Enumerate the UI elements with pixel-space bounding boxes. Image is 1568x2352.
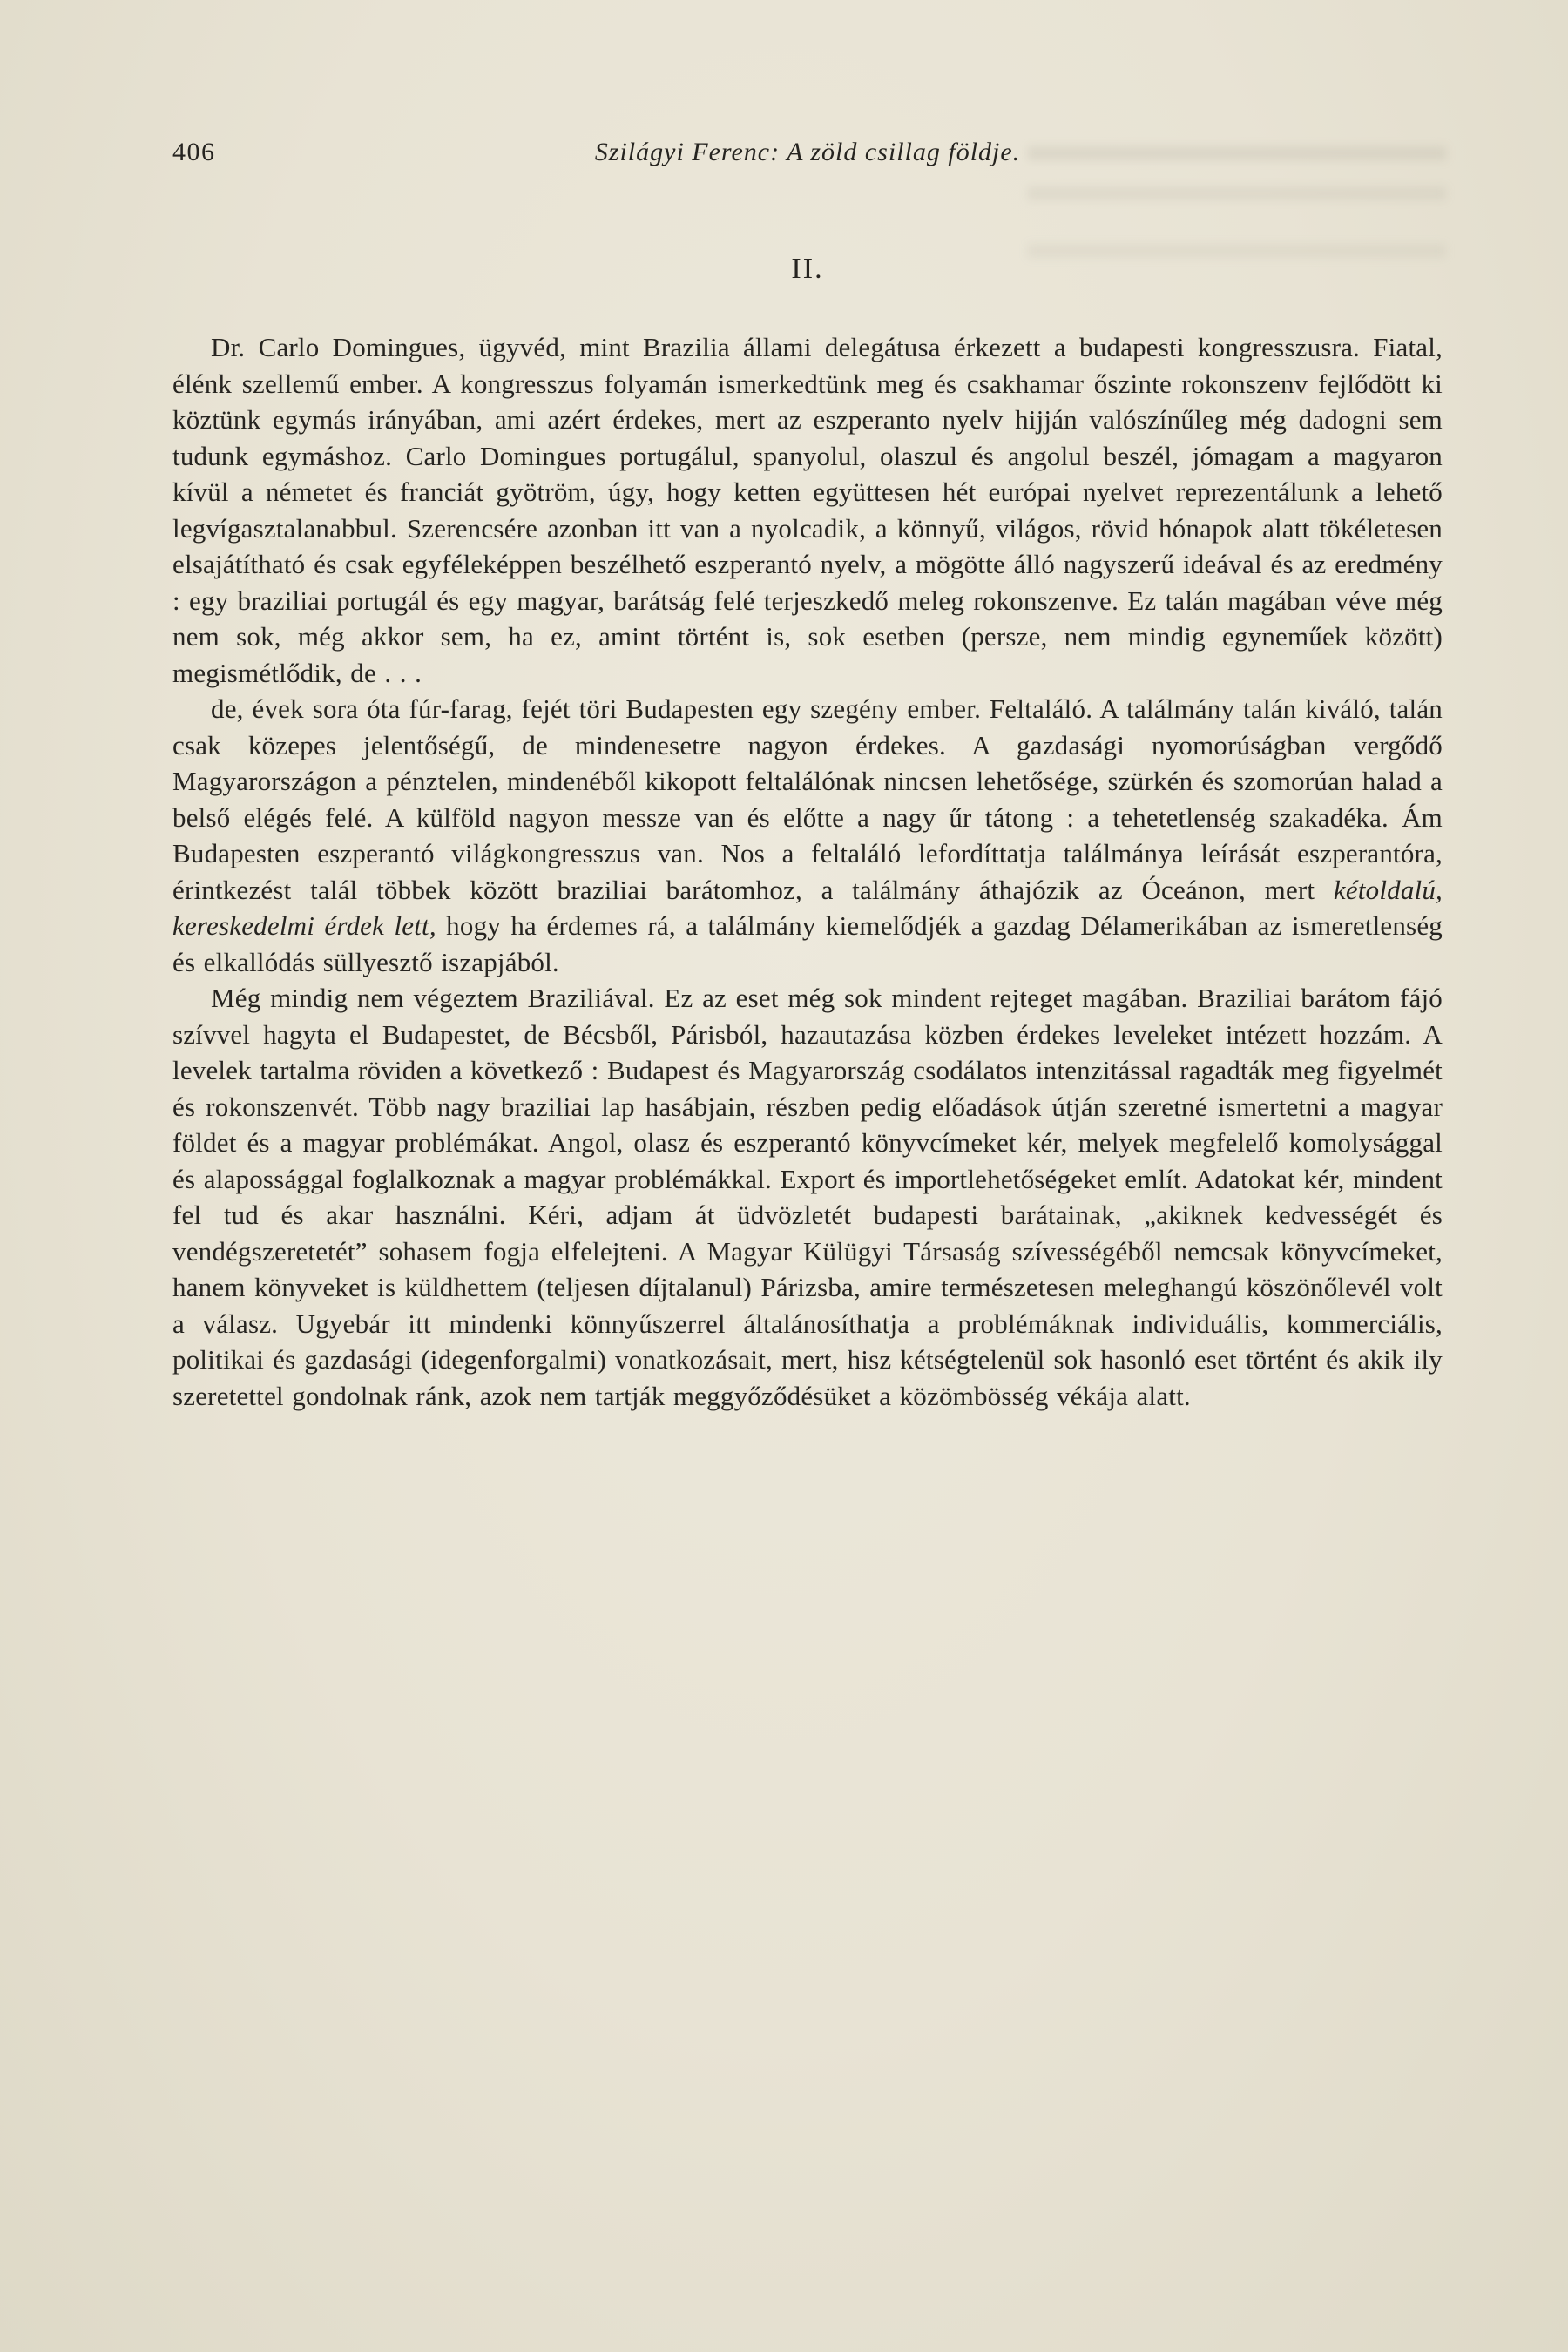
book-page [172,0,1443,1414]
paragraph-2-text: de, évek sora óta fúr-farag, fejét töri Budapesten egy szegény ember. Feltaláló. A találmány talán kiváló, talán csak közepes jelentőségű, de mindenesetre nagyon érdekes. A gazdasági nyomorúságban vergődő Magyarországon a pénztelen, mindenéből kikopott feltalálónak nincsen lehetősége, szürkén és szomorúan halad a belső elégés felé. A külföld nagyon messze van és előtte a nagy űr tátong : a tehetetlenség szakadéka. Ám Budapesten eszperantó világkongresszus van. Nos a feltaláló lefordíttatja találmánya leírását eszperantóra, érintkezést talál többek között braziliai barátomhoz, a találmány áthajózik az Óceánon, mert [172,693,1443,905]
paragraph-2-continued: hogy ha érdemes rá, a találmány kiemelődjék a gazdag Délamerikában az ismeretlenség és elkallódás süllyesztő iszapjából. [172,910,1443,977]
paragraph-2-italic-phrase: kétoldalú, kereskedelmi érdek lett, [172,874,1443,941]
paragraph-1: Dr. Carlo Domingues, ügyvéd, mint Brazilia állami delegátusa érkezett a budapesti kongresszusra. Fiatal, élénk szellemű ember. A kongresszus folyamán ismerkedtünk meg és csakhamar őszinte rokonszenv fejlődött ki köztünk egymás irányában, ami azért érdekes, mert az eszperanto nyelv hijján valószínűleg még dadogni sem tudunk egymáshoz. Carlo Domingues portugálul, spanyolul, olaszul és angolul beszél, jómagam a magyaron kívül a németet és franciát gyötröm, úgy, hogy ketten együttesen hét európai nyelvet reprezentálunk a lehető legvígasztalanabbul. Szerencsére azonban itt van a nyolcadik, a könnyű, világos, rövid hónapok alatt tökéletesen elsajátítható és csak egyféleképpen beszélhető eszperantó nyelv, a mögötte álló nagyszerű ideával és az eredmény : egy braziliai portugál és egy magyar, barátság felé terjeszkedő meleg rokonszenve. Ez talán magában véve még nem sok, még akkor sem, ha ez, amint történt is, sok esetben (persze, nem mindig egyneműek között) megismétlődik, de . . . [172,332,1443,688]
section-heading: II. [791,253,824,285]
paragraph-2 [172,691,1443,980]
page-header [172,138,1443,178]
page-number: 406 [172,138,216,166]
paragraph-3: Még mindig nem végeztem Braziliával. Ez az eset még sok mindent rejteget magában. Braziliai barátom fájó szívvel hagyta el Budapestet, de Bécsből, Párisból, hazautazása közben érdekes leveleket intézett hozzám. A levelek tartalma röviden a következő : Budapest és Magyarország csodálatos intenzitással ragadták meg figyelmét és rokonszenvét. Több nagy braziliai lap hasábjain, részben pedig előadások útján szeretné ismertetni a magyar földet és a magyar problémákat. Angol, olasz és eszperantó könyvcímeket kér, melyek megfelelő komolysággal és alapossággal foglalkoznak a magyar problémákkal. Export és importlehetőségeket említ. Adatokat kér, mindent fel tud és akar használni. Kéri, adjam át üdvözletét budapesti barátainak, „akiknek kedvességét és vendégszeretetét” sohasem fogja elfelejteni. A Magyar Külügyi Társaság szívességéből nemcsak könyvcímeket, hanem könyveket is küldhettem (teljesen díjtalanul) Párizsba, amire természetesen meleghangú köszönőlevél volt a válasz. Ugyebár itt mindenki könnyűszerrel általánosíthatja a problémáknak individuális, kommerciális, politikai és gazdasági (idegenforgalmi) vonatkozásait, mert, hisz kétségtelenül sok hasonló eset történt és akik ily szeretettel gondolnak ránk, azok nem tartják meggyőződésüket a közömbösség vékája alatt. [172,983,1443,1411]
running-title: Szilágyi Ferenc: A zöld csillag földje. [594,138,1021,166]
